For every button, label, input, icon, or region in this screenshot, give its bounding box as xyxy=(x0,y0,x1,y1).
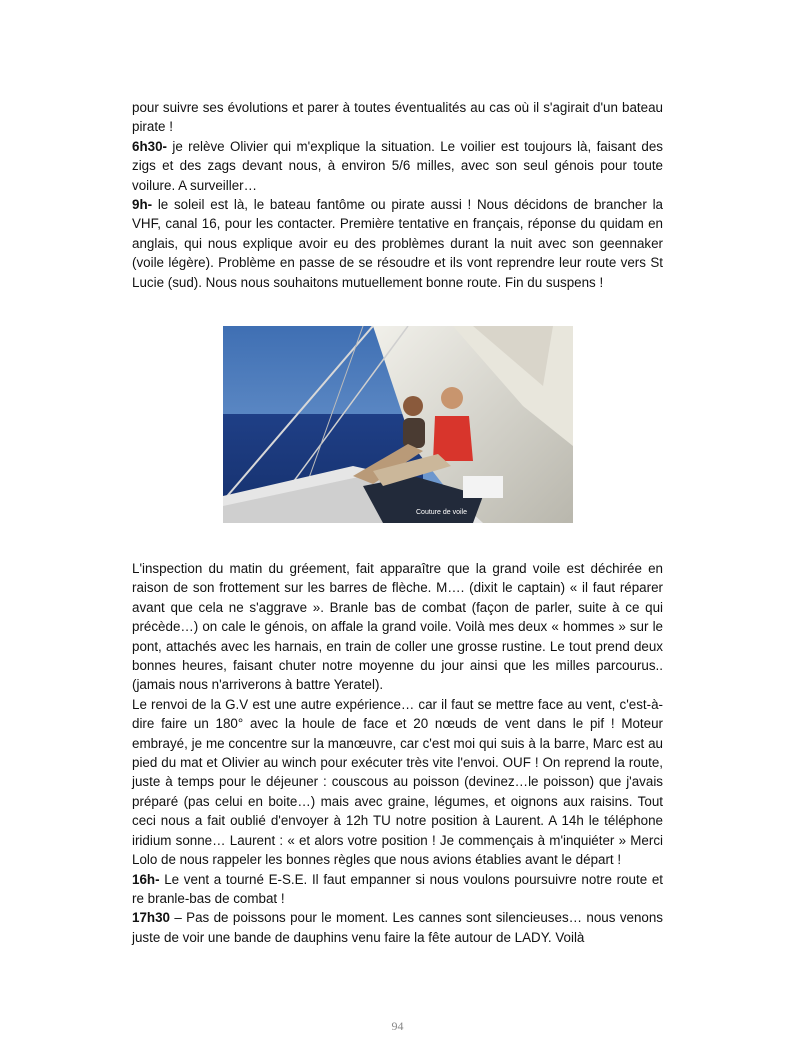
text-block-bottom xyxy=(132,559,663,947)
paragraph: pour suivre ses évolutions et parer à toutes éventualités au cas où il s'agirait d'un bateau pirate ! xyxy=(132,100,663,135)
time-stamp: 16h- xyxy=(132,871,160,887)
photo-caption: Couture de voile xyxy=(416,509,467,516)
paragraph: 16h- Le vent a tourné E-S.E. Il faut empanner si nous voulons poursuivre notre route et re branle-bas de combat ! xyxy=(132,871,663,906)
time-stamp: 17h30 xyxy=(132,910,170,926)
paragraph: 6h30- je relève Olivier qui m'explique la situation. Le voilier est toujours là, faisant des zigs et des zags devant nous, à environ 5/6 milles, avec son seul génois pour toute voilure. A surveiller… xyxy=(132,138,663,193)
page-number: 94 xyxy=(391,1019,404,1033)
paragraph: Le renvoi de la G.V est une autre expérience… car il faut se mettre face au vent, c'est-à-dire faire un 180° avec la houle de face et 20 nœuds de vent dans le pif ! Moteur embrayé, je me concentre sur la manœuvre, car c'est moi qui suis à la barre, Marc est au pied du mat et Olivier au winch pour exécuter très vite l'envoi. OUF ! On reprend la route, juste à temps pour le déjeuner : couscous au poisson (devinez…le poisson) que j'avais préparé (pas celui en boite…) mais avec graine, légumes, et oignons aux raisins. Tout ceci nous a fait oublié d'envoyer à 12h TU notre position à Laurent. A 14h le téléphone iridium sonne… Laurent : « et alors votre position ! Je commençais à m'inquiéter » Merci Lolo de nous rappeler les bonnes règles que nous avions établies avant le départ ! xyxy=(132,696,663,868)
paragraph: 9h- le soleil est là, le bateau fantôme ou pirate aussi ! Nous décidons de brancher la VHF, canal 16, pour les contacter. Première tentative en français, réponse du quidam en anglais, qui nous explique avoir eu des problèmes durant la nuit avec son geennaker (voile légère). Problème en passe de se résoudre et ils vont reprendre leur route vers St Lucie (sud). Nous nous souhaitons mutuellement bonne route. Fin du suspens ! xyxy=(132,197,663,290)
paragraph: 17h30 – Pas de poissons pour le moment. Les cannes sont silencieuses… nous venons juste de voir une bande de dauphins venu faire la fête autour de LADY. Voilà xyxy=(132,910,663,945)
text-block-top xyxy=(132,98,663,292)
photo-illustration xyxy=(223,326,573,523)
paragraph: L'inspection du matin du gréement, fait apparaître que la grand voile est déchirée en raison de son frottement sur les barres de flèche. M…. (dixit le captain) « il faut réparer avant que cela ne s'aggrave ». Branle bas de combat (façon de parler, suite à ce qui précède…) on cale le génois, on affale la grand voile. Voilà mes deux « hommes » sur le pont, attachés avec les harnais, en train de coller une grosse rustine. Le tout prend deux bonnes heures, faisant chuter notre moyenne du jour ainsi que les milles parcourus..(jamais nous n'arriverons à battre Yeratel). xyxy=(132,561,663,693)
time-stamp: 6h30- xyxy=(132,138,167,154)
time-stamp: 9h- xyxy=(132,197,153,213)
sailing-photo xyxy=(223,326,573,523)
